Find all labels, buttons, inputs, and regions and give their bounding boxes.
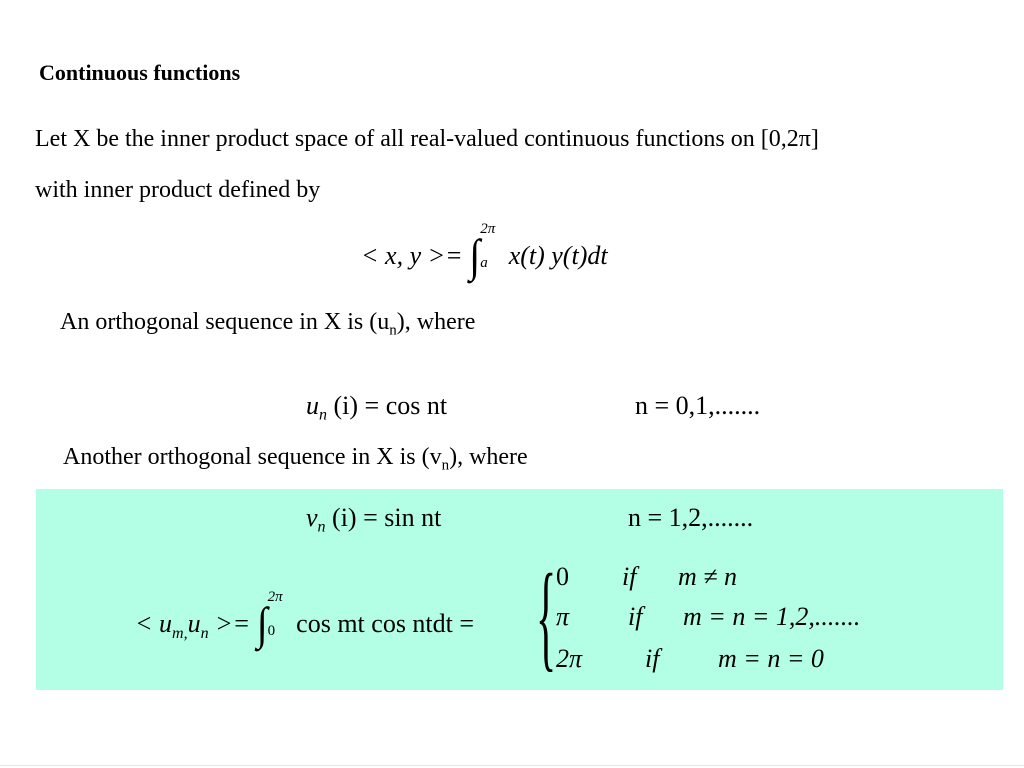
ortho-lhs-u: u (187, 609, 201, 639)
ortho-sub-m: m, (172, 624, 188, 642)
highlight-box (36, 489, 1003, 690)
cases-brace: { (536, 549, 557, 682)
integral-lower-limit: 0 (267, 623, 276, 640)
seq-u-range: n = 0,1,....... (635, 391, 761, 420)
orthogonality-formula (135, 589, 475, 650)
intro-line-1: Let X be the inner product space of all real-valued continuous functions on [0,2π] (35, 126, 819, 152)
ortho-integrand: cos mt cos ntdt = (296, 609, 475, 639)
case-row-3-if: if (645, 644, 660, 673)
ortho-sub-n: n (200, 624, 209, 642)
inner-product-integrand: x(t) y(t)dt (508, 241, 608, 271)
seq-v-sentence (63, 445, 528, 473)
integral-lower-limit: a (480, 255, 488, 272)
case-row-2-condition: m = n = 1,2,....... (683, 602, 861, 631)
integral-upper-limit: 2π (267, 589, 283, 606)
seq-v-text-before: Another orthogonal sequence in X is (v (63, 444, 442, 470)
seq-v-formula-lhs: v (306, 503, 318, 532)
slide-title: Continuous functions (39, 60, 241, 85)
ortho-lhs-open: < u (135, 609, 173, 639)
seq-v-formula (306, 505, 441, 536)
inner-product-formula (361, 221, 608, 282)
seq-v-text-after: ), where (449, 444, 528, 470)
seq-u-text-after: ), where (396, 309, 476, 335)
bottom-divider (0, 765, 1024, 766)
case-row-1-if: if (622, 562, 637, 591)
inner-product-lhs: < x, y >= (361, 241, 463, 271)
integral-upper-limit: 2π (480, 221, 496, 238)
seq-v-range: n = 1,2,....... (628, 503, 754, 532)
case-row-2-if: if (628, 602, 643, 631)
seq-v-formula-sub: n (317, 518, 326, 536)
case-row-3-condition: m = n = 0 (718, 644, 824, 673)
seq-v-formula-rhs: (i) = sin nt (332, 503, 442, 532)
seq-u-text-before: An orthogonal sequence in X is (u (60, 309, 390, 335)
case-row-2-value: π (556, 602, 570, 631)
seq-u-formula-rhs: (i) = cos nt (333, 391, 448, 420)
case-row-1-value: 0 (556, 562, 569, 591)
ortho-lhs-close: >= (215, 609, 251, 639)
seq-u-sentence (60, 310, 475, 338)
integral-sign: ∫ (469, 229, 481, 282)
intro-line-2: with inner product defined by (35, 177, 321, 203)
integral-limits (480, 221, 502, 272)
seq-v-subscript: n (441, 457, 450, 474)
seq-u-formula (306, 393, 447, 424)
integral-limits (267, 589, 290, 640)
seq-u-formula-lhs: u (306, 391, 319, 420)
integral-sign: ∫ (256, 597, 268, 650)
seq-u-subscript: n (389, 322, 397, 339)
case-row-1-condition: m ≠ n (678, 562, 738, 591)
case-row-3-value: 2π (556, 644, 583, 673)
seq-u-formula-sub: n (319, 406, 327, 424)
